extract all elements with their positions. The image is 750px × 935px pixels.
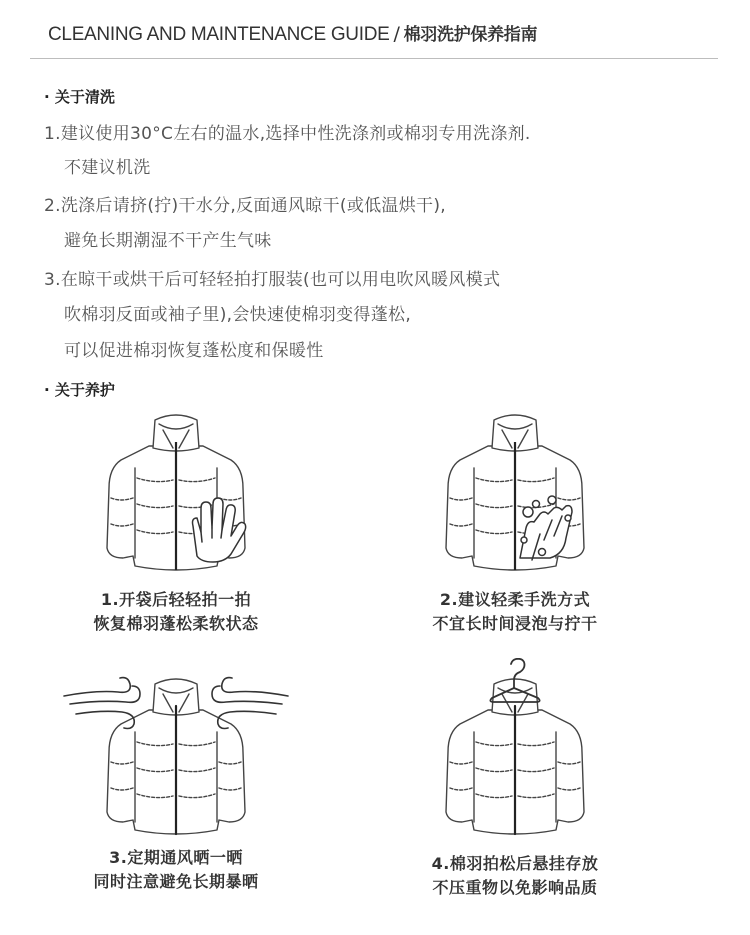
header-divider: [30, 58, 718, 59]
cleaning-line-1: 1.建议使用30°C左右的温水,选择中性洗涤剂或棉羽专用洗涤剂.: [44, 124, 531, 144]
care-item-2: [395, 408, 635, 636]
cleaning-line-3: 2.洗涤后请挤(拧)干水分,反面通风晾干(或低温烘干),: [44, 196, 446, 216]
title-chinese: 棉羽洗护保养指南: [403, 25, 538, 45]
care-caption-3-line-1: 3.定期通风晒一晒: [109, 848, 243, 867]
care-caption-3-line-2: 同时注意避免长期暴晒: [93, 872, 259, 891]
care-caption-1-line-2: 恢复棉羽蓬松柔软状态: [93, 614, 259, 633]
care-caption-2-line-1: 2.建议轻柔手洗方式: [439, 590, 591, 609]
jacket-hand-wash-icon: [440, 408, 590, 580]
section-title-cleaning: · 关于清洗: [44, 88, 115, 106]
cleaning-line-6: 吹棉羽反面或袖子里),会快速使棉羽变得蓬松,: [64, 305, 412, 325]
cleaning-line-5: 3.在晾干或烘干后可轻轻拍打服装(也可以用电吹风暖风模式: [44, 270, 501, 290]
jacket-wind-icon: [56, 668, 296, 844]
section-title-maintenance: · 关于养护: [44, 381, 115, 399]
care-caption-2-line-2: 不宜长时间浸泡与拧干: [432, 614, 598, 633]
care-caption-1-line-1: 1.开袋后轻轻拍一拍: [100, 590, 252, 609]
cleaning-line-4: 避免长期潮湿不干产生气味: [64, 231, 272, 251]
care-item-3: [56, 668, 296, 894]
care-item-4: [395, 658, 635, 900]
care-caption-4-line-1: 4.棉羽拍松后悬挂存放: [431, 854, 599, 873]
cleaning-line-2: 不建议机洗: [64, 158, 151, 178]
title-english: CLEANING AND MAINTENANCE GUIDE: [48, 24, 390, 45]
care-caption-4-line-2: 不压重物以免影响品质: [432, 878, 598, 897]
care-item-1: [56, 408, 296, 636]
page-title: [48, 20, 537, 46]
cleaning-line-7: 可以促进棉羽恢复蓬松度和保暖性: [64, 341, 324, 361]
jacket-hanger-icon: [440, 658, 590, 844]
jacket-pat-hand-icon: [101, 408, 251, 580]
title-separator: /: [393, 23, 400, 45]
